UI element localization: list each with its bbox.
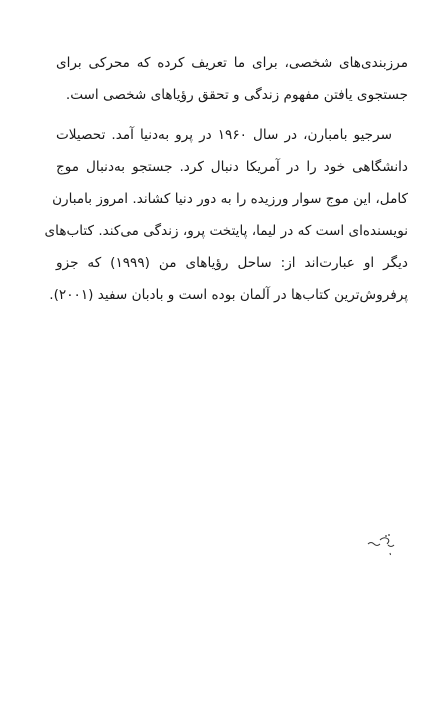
paragraph-2: [44, 119, 408, 311]
handwritten-signature: [366, 530, 396, 558]
paragraph-line: پرفروش‌ترین کتاب‌ها در آلمان بوده است و بادبان سفید (۲۰۰۱).: [49, 287, 408, 303]
paragraph-line: دیگر او عبارت‌اند از: ساحل رؤیاهای من (۱۹۹۹) که جزو: [56, 255, 408, 271]
paragraph-line: سرجیو بامبارن، در سال ۱۹۶۰ در پرو به‌دنیا آمد. تحصیلات: [56, 127, 392, 143]
paragraph-line: مرزبندی‌های شخصی، برای ما تعریف کرده که محرکی برای: [56, 55, 408, 71]
paragraph-line: جستجوی یافتن مفهوم زندگی و تحقق رؤیاهای شخصی است.: [65, 87, 408, 103]
paragraph-line: دانشگاهی خود را در آمریکا دنبال کرد. جستجو به‌دنبال موج: [56, 159, 408, 175]
paragraph-1: [56, 47, 408, 111]
paragraph-line: کامل، این موج سوار ورزیده را به دور دنیا کشاند. امروز بامبارن: [52, 191, 408, 207]
paragraph-line: نویسنده‌ای است که در لیما، پایتخت پرو، زندگی می‌کند. کتاب‌های: [44, 223, 408, 239]
